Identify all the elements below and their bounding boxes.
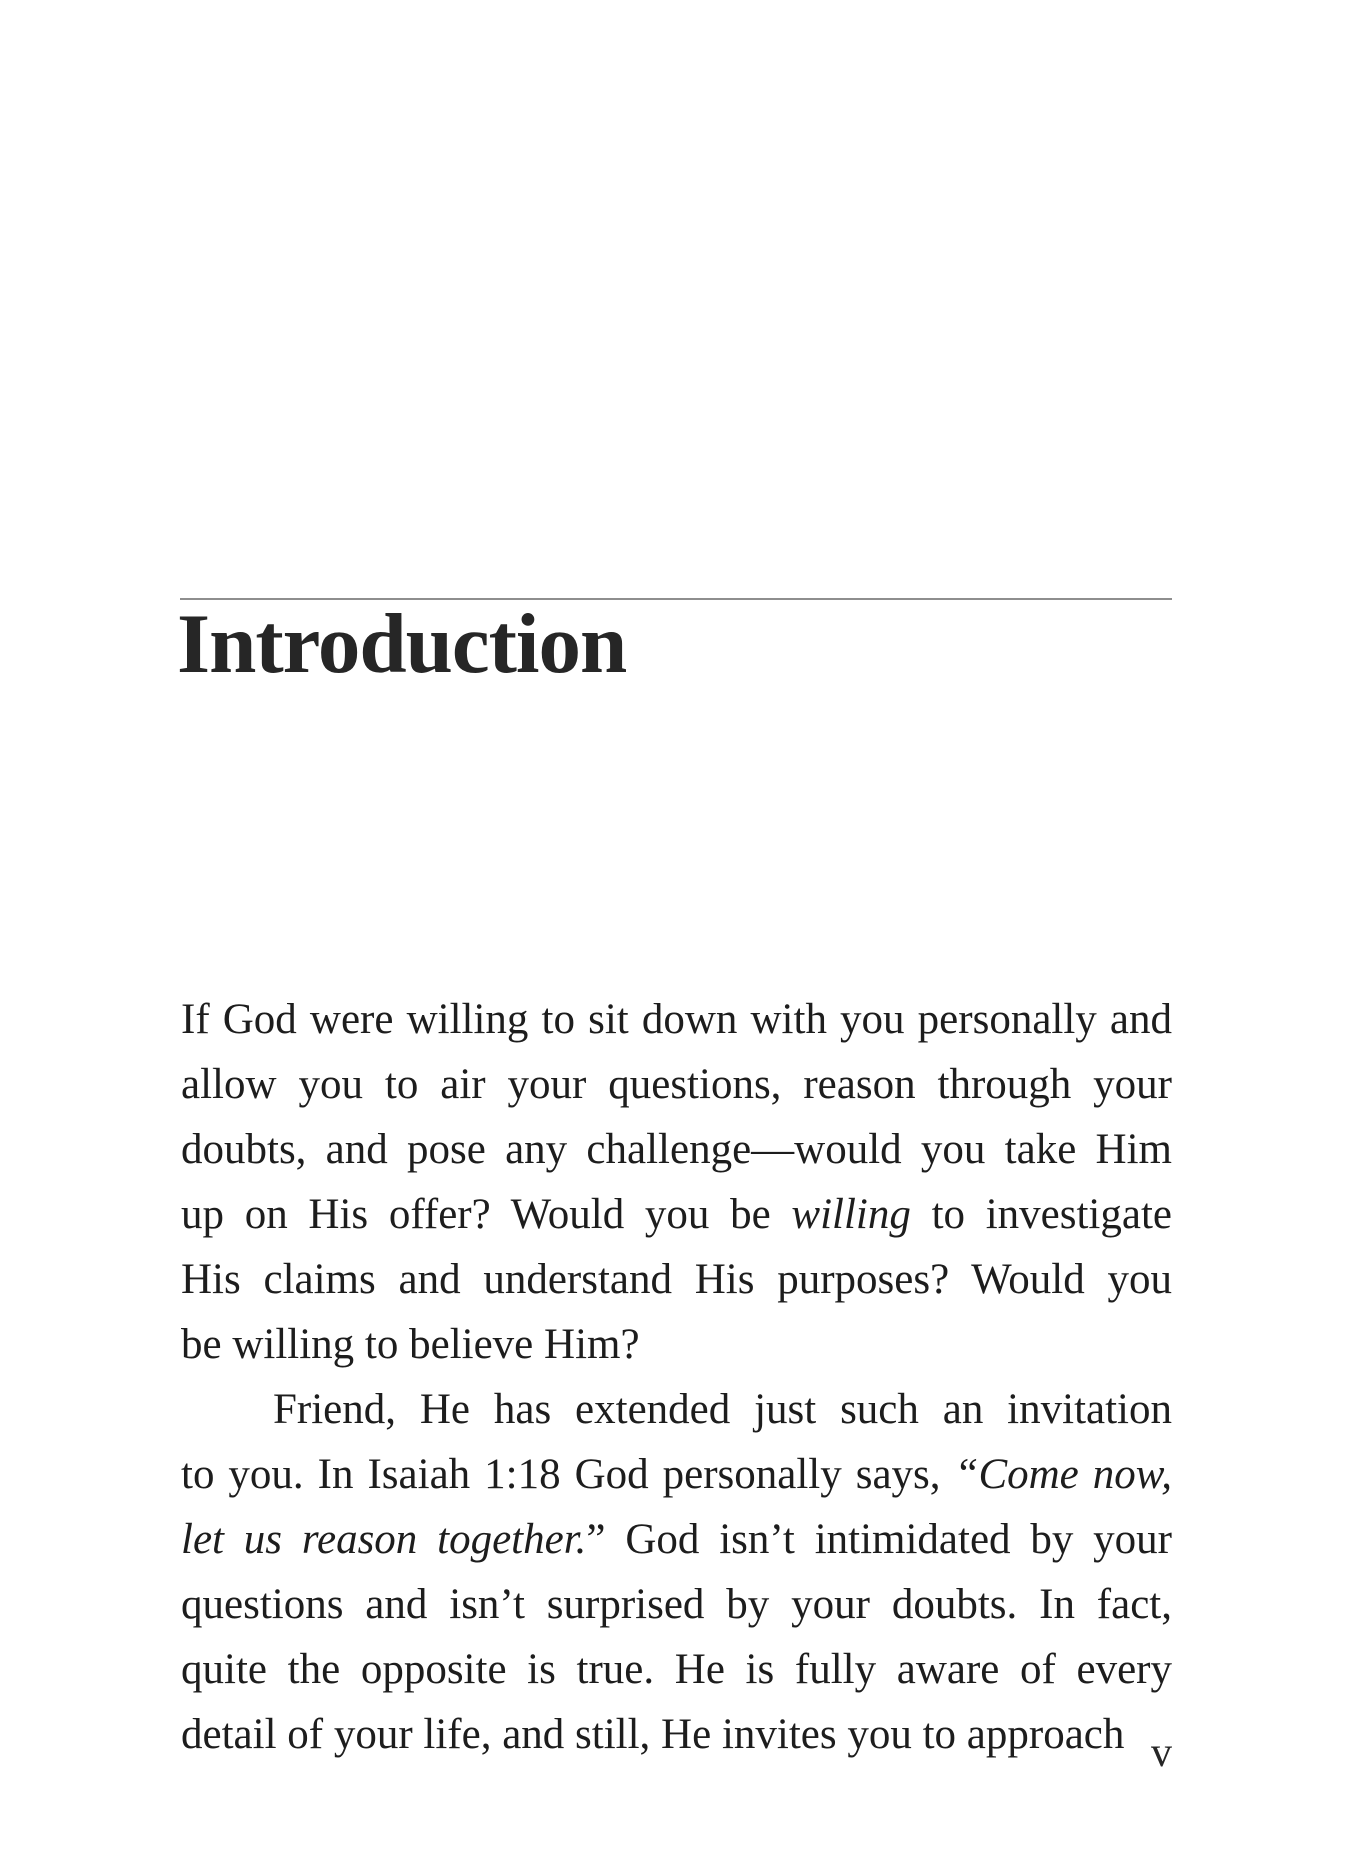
- text-line: [181, 987, 1172, 1052]
- text-run: Friend, He has extended just such an invitation: [273, 1386, 1172, 1433]
- page-number: v: [1151, 1730, 1172, 1776]
- text-run: be willing to believe Him?: [181, 1321, 640, 1368]
- text-run: If God were willing to sit down with you personally and: [181, 996, 1172, 1043]
- text-line: [181, 1312, 1172, 1377]
- text-run: doubts, and pose any challenge—would you take Him: [181, 1126, 1172, 1173]
- text-run: detail of your life, and still, He invites you to approach: [181, 1711, 1125, 1758]
- text-line: [181, 1637, 1172, 1702]
- text-run: ” God isn’t intimidated by your: [586, 1516, 1173, 1563]
- body-text: [181, 987, 1172, 1767]
- text-run: “Come now,: [954, 1451, 1172, 1498]
- text-run: to investigate: [910, 1191, 1173, 1238]
- text-line: [181, 1702, 1172, 1767]
- text-line: [181, 1507, 1172, 1572]
- text-run: quite the opposite is true. He is fully aware of every: [181, 1646, 1172, 1693]
- text-line: [181, 1182, 1172, 1247]
- text-run: His claims and understand His purposes? Would you: [181, 1256, 1172, 1303]
- text-run: willing: [791, 1191, 911, 1238]
- text-run: to you. In Isaiah 1:18 God personally says,: [181, 1451, 955, 1498]
- text-line: [181, 1117, 1172, 1182]
- text-line: [181, 1052, 1172, 1117]
- text-line: [181, 1442, 1172, 1507]
- text-run: questions and isn’t surprised by your doubts. In fact,: [181, 1581, 1172, 1628]
- text-line: [181, 1247, 1172, 1312]
- text-run: up on His offer? Would you be: [181, 1191, 792, 1238]
- text-run: allow you to air your questions, reason through your: [181, 1061, 1172, 1108]
- text-line: [181, 1377, 1172, 1442]
- text-run: let us reason together.: [181, 1516, 587, 1563]
- text-line: [181, 1572, 1172, 1637]
- chapter-title: Introduction: [177, 597, 627, 691]
